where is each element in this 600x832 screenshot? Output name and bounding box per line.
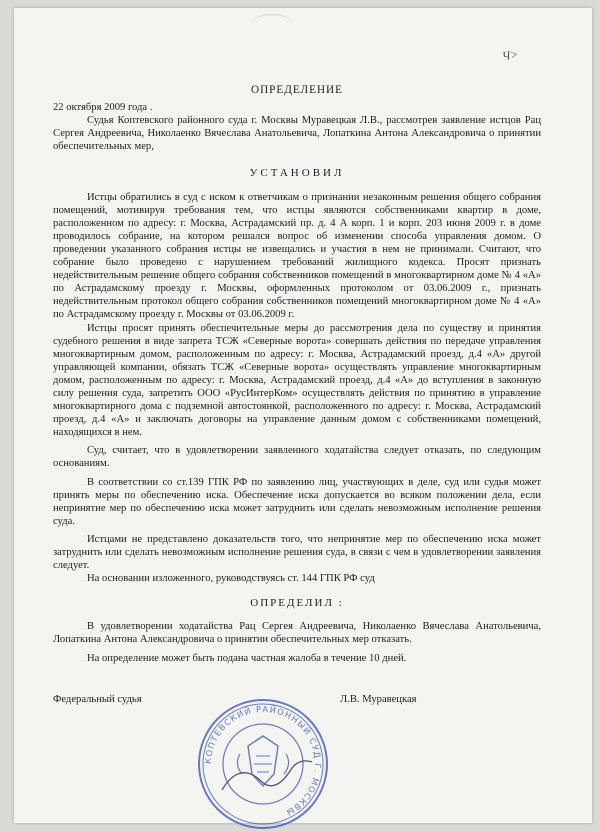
paragraph-appeal: На определение может быть подана частная жалоба в течение 10 дней. [87,652,407,664]
signature-role: Федеральный судья [53,693,142,705]
signature-name: Л.В. Муравецкая [340,693,417,705]
paragraph-court-opinion: Суд, считает, что в удовлетворении заявленного ходатайства следует отказать, по следующим основаниям. [53,445,541,470]
handwritten-signature [222,761,312,790]
document-title: ОПРЕДЕЛЕНИЕ [251,84,343,96]
paragraph-request: Истцы просят принять обеспечительные меры до рассмотрения дела по существу и принятия судебного решения в виде запрета ТСЖ «Северные ворота» совершать действия по передаче управления многоквартирным домом, расположенным по адресу: г. Москва, Астрадамский проезд, д.4 «А» другой управляющей компании, обязать ТСЖ «Северные ворота» осуществлять управление многоквартирным домом, расположенным по адресу: г. Москва, Астрадамский проезд, д.4 «А» до вступления в законную силу решения суда, запретить ООО «РусИнтерКом» осуществлять действия по принятию в управление многоквартирного дома с подземной автостоянкой, расположенного по адресу: г. Москва, Астрадамский проезд, д.4 «А» и заключать договоры на управление данным домом с собственниками помещений, находящихся в нем. [53,322,541,439]
scan-smudge [252,14,292,35]
intro-paragraph: Судья Коптевского районного суда г. Москвы Муравецкая Л.В., рассмотрев заявление истцов Рац Сергея Андреевича, Николаенко Вячеслава Анатольевича, Лопаткина Антона Александровича о принятии обеспечительных мер, [53,115,541,153]
court-seal-stamp [178,694,348,832]
heading-decided: ОПРЕДЕЛИЛ : [250,597,344,610]
stamp-text: КОПТЕВСКИЙ РАЙОННЫЙ СУД Г. МОСКВЫ [202,703,324,819]
document-body [53,84,541,733]
paragraph-law-reference: В соответствии со ст.139 ГПК РФ по заявлению лиц, участвующих в деле, суд или судья может принять меры по обеспечению иска. Обеспечение иска допускается во всяком положении дела, если непринятие мер по обеспечению иска может затруднить или сделать невозможным исполнение решения суда. [53,476,541,527]
paragraph-no-evidence: Истцами не представлено доказательств того, что непринятие мер по обеспечению иска может затруднить или сделать невозможным исполнение решения суда, в связи с чем в удовлетворении заявления следует. [53,533,541,572]
paragraph-basis: На основании изложенного, руководствуясь ст. 144 ГПК РФ суд [87,573,375,585]
heading-established: УСТАНОВИЛ [249,167,345,180]
paragraph-ruling: В удовлетворении ходатайства Рац Сергея Андреевича, Николаенко Вячеслава Анатольевича, Лопаткина Антона Александровича о принятии обеспечительных мер отказать. [53,621,541,646]
document-date: 22 октября 2009 года . [53,102,153,114]
paragraph-claim: Истцы обратились в суд с иском к ответчикам о признании незаконным решения общего собрания помещений, мотивируя требования тем, что истцы являются собственниками квартир в доме, расположенном по адресу: г. Москва, Астрадамский пр. д. 4 А корп. 1 и корп. 203 июня 2009 г. в доме проводилось собрание, на котором решался вопрос об изменении способа управления домом. О проведении указанного собрания истцы не извещались и участия в нем не принимали. Считают, что собрание было проведено с нарушением требований жилищного кодекса. Просят признать недействительным решение общего собрания собственников помещений в многоквартирном доме № 4 «А» по Астрадамскому проезду г. Москвы, оформленных протоколом от 03.06.2009 г., признать недействительным протокол общего собрания собственников помещений многоквартирном доме № 4 «А» по Астрадамскому проезду г. Москвы от 03.06.2009 г. [53,191,541,321]
handwritten-page-mark: Ч> [500,46,519,64]
